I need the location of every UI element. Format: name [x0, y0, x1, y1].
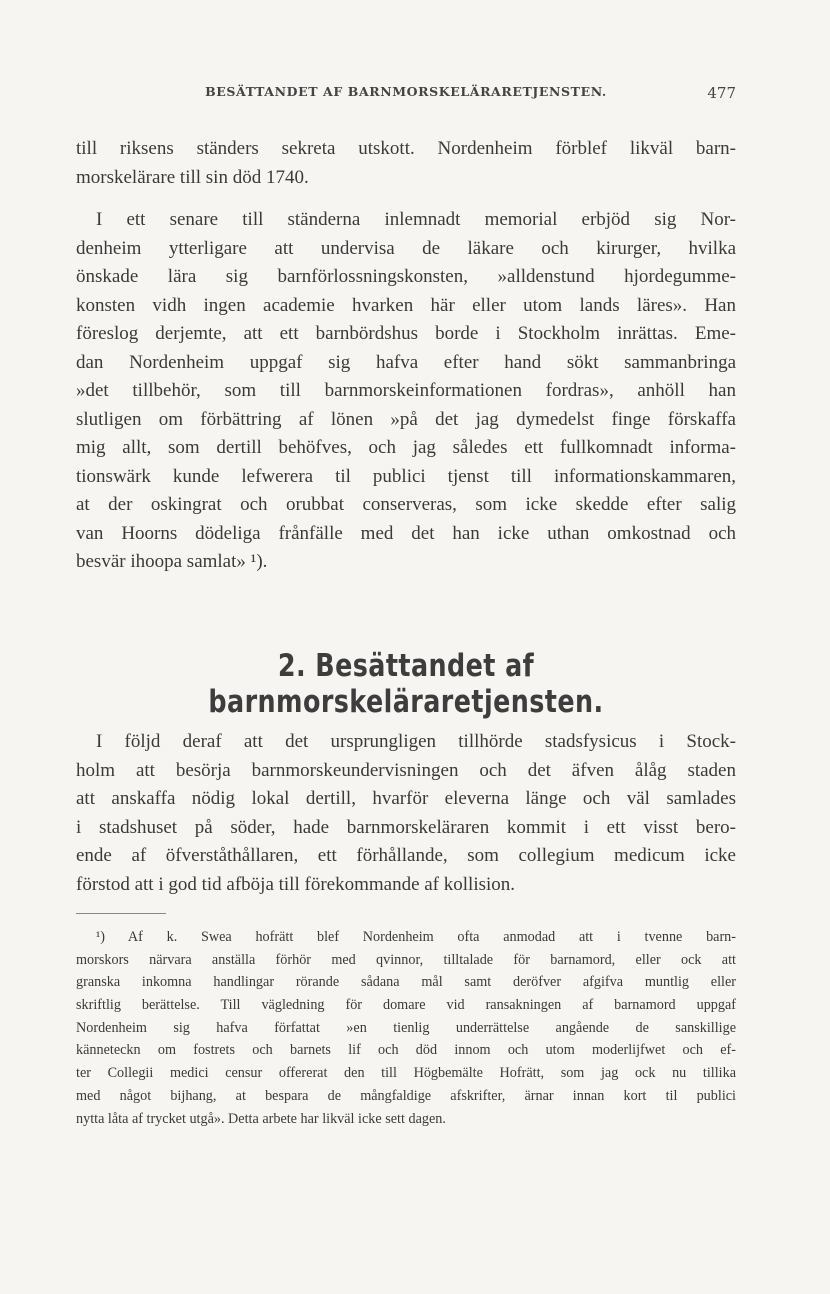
- section-paragraph: [76, 728, 736, 899]
- intro-paragraph: [76, 135, 736, 192]
- page-header: [76, 84, 736, 106]
- text-line: föreslog derjemte, att ett barnbördshus borde i Stockholm inrättas. Eme-: [76, 323, 736, 344]
- text-line: I följd deraf att det ursprungligen tillhörde stadsfysicus i Stock-: [96, 731, 736, 752]
- footnote: [76, 926, 736, 1130]
- text-line: I ett senare till ständerna inlemnadt memorial erbjöd sig Nor-: [96, 209, 736, 230]
- text-line: van Hoorns dödeliga frånfälle med det han icke uthan omkostnad och: [76, 522, 736, 544]
- section-heading: 2. Besättandet af barnmorskeläraretjensten.: [208, 648, 604, 720]
- footnote-line: känneteckn om fostrets och barnets lif och död innom och utom moderlijfwet och ef-: [76, 1042, 736, 1059]
- text-line: denheim ytterligare att undervisa de läkare och kirurger, hvilka: [76, 237, 736, 259]
- text-line: tionswärk kunde lefwerera til publici tjenst till informationskammaren,: [76, 465, 736, 487]
- footnote-line: med något bijhang, at bespara de mångfaldige afskrifter, ärnar innan kort til publici: [76, 1087, 736, 1104]
- footnote-line: nytta låta af trycket utgå». Detta arbete har likväl icke sett dagen.: [76, 1110, 446, 1127]
- memorial-paragraph: [76, 206, 736, 577]
- text-line: önskade lära sig barnförlossningskonsten, »alldenstund hjordegumme-: [76, 266, 736, 287]
- footnote-line: Nordenheim sig hafva författat »en tienlig underrättelse angående de sanskillige: [76, 1019, 736, 1036]
- text-line: mig allt, som dertill behöfves, och jag således ett fullkomnadt informa-: [76, 437, 736, 458]
- text-line: dan Nordenheim uppgaf sig hafva efter hand sökt sammanbringa: [76, 351, 736, 373]
- footnote-divider: [76, 913, 166, 914]
- footnote-line: granska inkomna handlingar rörande sådana mål samt deröfver afgifva muntlig eller: [76, 974, 736, 991]
- text-line: att anskaffa nödig lokal dertill, hvarför eleverna länge och väl samlades: [76, 788, 736, 809]
- text-line: i stadshuset på söder, hade barnmorskeläraren kommit i ett visst bero-: [76, 816, 736, 838]
- text-line: slutligen om förbättring af lönen »på det jag dymedelst finge förskaffa: [76, 408, 736, 430]
- text-line: »det tillbehör, som till barnmorskeinformationen fordras», anhöll han: [76, 380, 736, 401]
- text-line: at der oskingrat och orubbat conserveras, som icke skedde efter salig: [76, 494, 736, 515]
- footnote-line: ter Collegii medici censur offererat den till Högbemälte Hofrätt, som jag ock nu tillika: [76, 1065, 736, 1082]
- footnote-line: ¹) Af k. Swea hofrätt blef Nordenheim ofta anmodad att i tvenne barn-: [96, 929, 736, 945]
- text-line: till riksens ständers sekreta utskott. Nordenheim förblef likväl barn-: [76, 138, 736, 159]
- text-line: morskelärare till sin död 1740.: [76, 166, 309, 188]
- page-number: 477: [707, 84, 736, 102]
- footnote-line: skriftlig berättelse. Till vägledning för domare vid ransakningen af barnamord uppgaf: [76, 997, 736, 1014]
- text-line: ende af öfverståthållaren, ett förhållande, som collegium medicum icke: [76, 845, 736, 866]
- footnote-line: morskors närvara anställa förhör med qvinnor, tilltalade för barnamord, eller ock att: [76, 951, 736, 968]
- text-line: konsten vidh ingen academie hvarken här eller utom lands läres». Han: [76, 294, 736, 316]
- text-line: besvär ihoopa samlat» ¹).: [76, 551, 268, 572]
- text-line: holm att besörja barnmorskeundervisningen och det äfven ålåg staden: [76, 759, 736, 781]
- text-line: förstod att i god tid afböja till förekommande af kollision.: [76, 873, 516, 895]
- running-title: BESÄTTANDET AF BARNMORSKELÄRARETJENSTEN.: [205, 84, 607, 99]
